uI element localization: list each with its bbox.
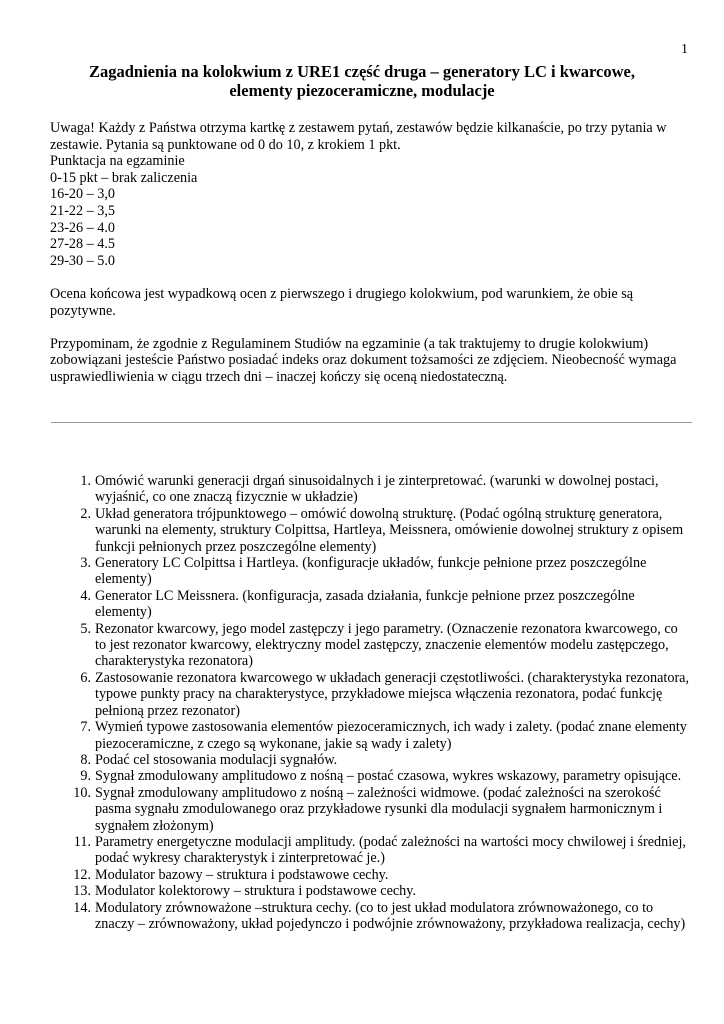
question-number: 6. [80, 669, 91, 686]
question-number: 11. [73, 833, 91, 850]
question-number: 9. [80, 768, 91, 785]
grade-line: 0-15 pkt – brak zaliczenia [50, 169, 198, 186]
question-text: Sygnał zmodulowany amplitudowo z nośną – zależności widmowe. (podać zależności na szerokość pasma sygnału zmodulowanego oraz przykładowe rysunki dla modulacji sygnałem harmonicznym i sygnałem złożonym) [95, 784, 663, 834]
list-item [50, 473, 690, 506]
page-number: 1 [681, 42, 688, 57]
list-item [50, 785, 690, 834]
question-text: Wymień typowe zastosowania elementów piezoceramicznych, ich wady i zalety. (podać znane elementy piezoceramiczne, z czego są wykonane, jakie są wady i zalety) [95, 719, 687, 752]
question-number: 10. [73, 784, 91, 801]
list-item [50, 834, 690, 867]
list-item [50, 883, 690, 899]
question-text: Rezonator kwarcowy, jego model zastępczy i jego parametry. (Oznaczenie rezonatora kwarcowego, co to jest rezonator kwarcowy, elektryczny model zastępczy, znaczenie elementów modelu zastępczego, charakterystyka rezonatora) [95, 620, 678, 670]
question-number: 7. [80, 719, 91, 736]
question-text: Modulatory zrównoważone –struktura cechy. (co to jest układ modulatora zrównoważonego, co to znaczy – zrównoważony, układ pojedynczo i podwójnie zrównoważony, przykładowa realizacja, cechy) [95, 899, 686, 932]
question-number: 4. [80, 587, 91, 604]
question-text: Modulator bazowy – struktura i podstawowe cechy. [95, 866, 389, 883]
question-text: Parametry energetyczne modulacji amplitudy. (podać zależności na wartości mocy chwilowej i średniej, podać wykresy charakterystyk i zinterpretować je.) [95, 833, 686, 867]
question-text: Sygnał zmodulowany amplitudowo z nośną – postać czasowa, wykres wskazowy, parametry opisujące. [95, 768, 682, 785]
question-number: 1. [80, 473, 91, 489]
list-item [50, 752, 690, 768]
grade-line: 21-22 – 3,5 [50, 202, 116, 219]
question-text: Modulator kolektorowy – struktura i podstawowe cechy. [95, 883, 416, 900]
final-grade-paragraph: Ocena końcowa jest wypadkową ocen z pierwszego i drugiego kolokwium, pod warunkiem, że obie są pozytywne. [50, 285, 634, 319]
grade-line: 23-26 – 4.0 [50, 219, 116, 236]
question-text: Podać cel stosowania modulacji sygnałów. [95, 751, 338, 768]
list-item [50, 719, 690, 752]
question-text: Generatory LC Colpittsa i Hartleya. (konfiguracje układów, funkcje pełnione przez poszczególne elementy) [95, 555, 647, 588]
title-line-1: Zagadnienia na kolokwium z URE1 część druga – generatory LC i kwarcowe, [88, 62, 635, 81]
list-item [50, 670, 690, 719]
questions-list [50, 473, 690, 932]
section-divider [51, 422, 692, 423]
reminder-paragraph: Przypominam, że zgodnie z Regulaminem Studiów na egzaminie (a tak traktujemy to drugie kolokwium) zobowiązani jesteście Państwo posiadać indeks oraz dokument tożsamości ze zdjęciem. Nieobecność wymaga usprawiedliwienia w ciągu trzech dni – inaczej kończy się oceną niedostateczną. [50, 335, 677, 385]
document-title [52, 62, 672, 100]
list-item [50, 867, 690, 883]
question-number: 12. [73, 866, 91, 883]
list-item [50, 506, 690, 555]
question-number: 14. [73, 899, 91, 916]
question-number: 13. [73, 883, 91, 900]
notice-paragraph: Uwaga! Każdy z Państwa otrzyma kartkę z zestawem pytań, zestawów będzie kilkanaście, po trzy pytania w zestawie. Pytania są punktowane od 0 do 10, z krokiem 1 pkt. [50, 120, 667, 153]
question-text: Układ generatora trójpunktowego – omówić dowolną strukturę. (Podać ogólną strukturę generatora, warunki na elementy, struktury Colpittsa, Hartleya, Meissnera, omówienie dowolnej struktury z opisem funkcji pełnionych przez poszczególne elementy) [95, 505, 684, 555]
grade-line: 27-28 – 4.5 [50, 236, 116, 253]
intro-section [50, 120, 690, 386]
grading-header: Punktacja na egzaminie [50, 153, 185, 170]
list-item [50, 555, 690, 588]
list-item [50, 621, 690, 670]
list-item [50, 588, 690, 621]
list-item [50, 900, 690, 933]
question-number: 3. [80, 555, 91, 572]
question-number: 8. [80, 751, 91, 768]
list-item [50, 768, 690, 784]
grade-line: 29-30 – 5.0 [50, 252, 116, 269]
grade-line: 16-20 – 3,0 [50, 186, 116, 203]
question-number: 2. [80, 505, 91, 522]
title-line-2: elementy piezoceramiczne, modulacje [229, 81, 495, 100]
question-text: Zastosowanie rezonatora kwarcowego w układach generacji częstotliwości. (charakterystyka rezonatora, typowe punkty pracy na charakterystyce, przykładowe miejsca włączenia rezonatora, podać funkcję pełnioną przez rezonator) [95, 669, 690, 719]
question-text: Omówić warunki generacji drgań sinusoidalnych i je zinterpretować. (warunki w dowolnej postaci, wyjaśnić, co one znaczą fizycznie w układzie) [95, 473, 659, 506]
question-number: 5. [80, 620, 91, 637]
question-text: Generator LC Meissnera. (konfiguracja, zasada działania, funkcje pełnione przez poszczególne elementy) [95, 587, 635, 621]
